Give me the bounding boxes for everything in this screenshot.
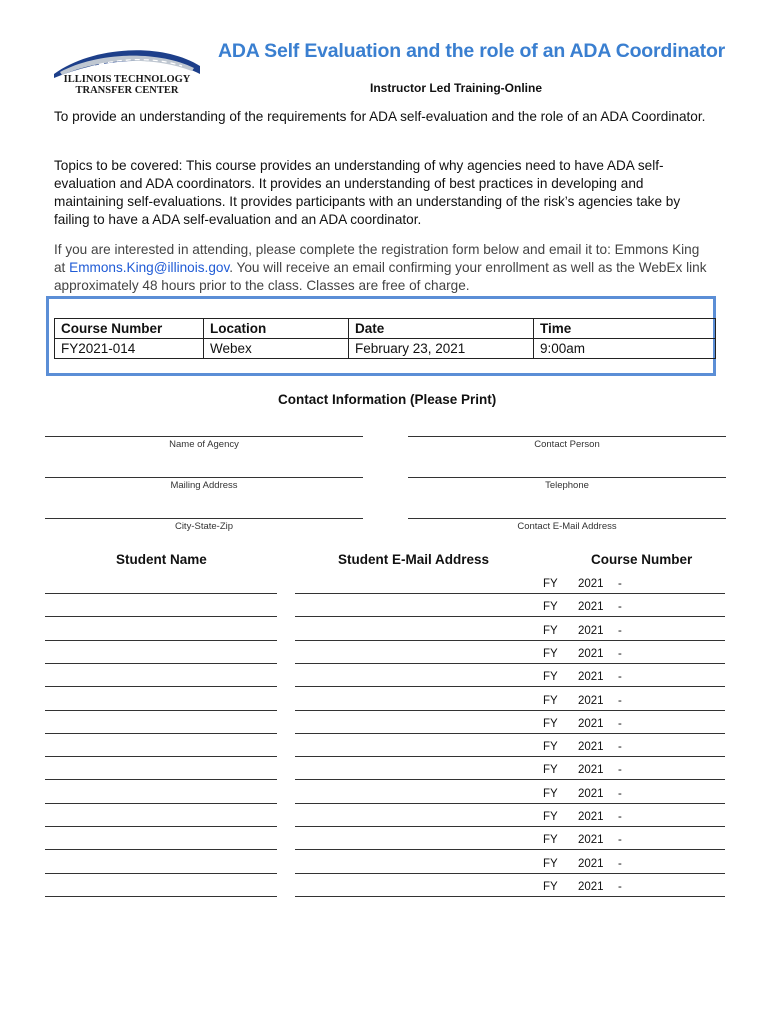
agency-name-line[interactable] <box>45 436 363 437</box>
header-date: Date <box>349 319 534 339</box>
course-number-line[interactable] <box>535 779 725 780</box>
student-name-line[interactable] <box>45 640 277 641</box>
header-time: Time <box>534 319 716 339</box>
course-dash: - <box>618 695 622 707</box>
year-label: 2021 <box>578 695 604 707</box>
year-label: 2021 <box>578 625 604 637</box>
year-label: 2021 <box>578 811 604 823</box>
student-email-line[interactable] <box>295 826 535 827</box>
cell-location: Webex <box>204 339 349 359</box>
student-email-line[interactable] <box>295 896 535 897</box>
course-number-line[interactable] <box>535 826 725 827</box>
student-email-line[interactable] <box>295 849 535 850</box>
student-name-line[interactable] <box>45 616 277 617</box>
header-course-number: Course Number <box>55 319 204 339</box>
registration-text-before: If you are interested in attending, please complete the registration form below and email it to: Emmons King at <box>54 242 700 275</box>
course-number-line[interactable] <box>535 873 725 874</box>
registration-text-after: . You will receive an email confirming your enrollment as well as the WebEx link approximately 48 hours prior to the class. Classes are free of charge. <box>54 260 707 293</box>
fy-label: FY <box>543 671 558 683</box>
fy-label: FY <box>543 858 558 870</box>
header-location: Location <box>204 319 349 339</box>
student-name-line[interactable] <box>45 733 277 734</box>
year-label: 2021 <box>578 578 604 590</box>
mailing-address-label: Mailing Address <box>170 480 238 491</box>
course-number-header: Course Number <box>591 552 693 567</box>
contact-info-title: Contact Information (Please Print) <box>278 392 497 407</box>
student-email-line[interactable] <box>295 640 535 641</box>
fy-label: FY <box>543 695 558 707</box>
course-number-line[interactable] <box>535 803 725 804</box>
contact-person-label: Contact Person <box>534 439 600 450</box>
course-number-line[interactable] <box>535 686 725 687</box>
city-state-zip-line[interactable] <box>45 518 363 519</box>
course-dash: - <box>618 718 622 730</box>
course-dash: - <box>618 788 622 800</box>
topics-paragraph: Topics to be covered: This course provides an understanding of why agencies need to have ADA self-evaluation and ADA coordinators. It provides an understanding of best practices in developing and maintaining self-evaluations. It provides participants with an understanding of the risk’s agencies take by failing to have a ADA self-evaluation and an ADA coordinator. <box>54 158 681 227</box>
year-label: 2021 <box>578 718 604 730</box>
contact-email-line[interactable] <box>408 518 726 519</box>
cell-time: 9:00am <box>534 339 716 359</box>
student-email-line[interactable] <box>295 593 535 594</box>
year-label: 2021 <box>578 601 604 613</box>
student-email-line[interactable] <box>295 686 535 687</box>
student-name-line[interactable] <box>45 873 277 874</box>
student-email-line[interactable] <box>295 710 535 711</box>
course-dash: - <box>618 834 622 846</box>
course-dash: - <box>618 764 622 776</box>
fy-label: FY <box>543 741 558 753</box>
course-dash: - <box>618 881 622 893</box>
agency-name-label: Name of Agency <box>169 439 239 450</box>
fy-label: FY <box>543 625 558 637</box>
mailing-address-line[interactable] <box>45 477 363 478</box>
student-email-line[interactable] <box>295 756 535 757</box>
logo-line1: ILLINOIS TECHNOLOGY <box>63 74 191 85</box>
student-email-line[interactable] <box>295 663 535 664</box>
course-number-line[interactable] <box>535 733 725 734</box>
page-title: ADA Self Evaluation and the role of an ADA Coordinator <box>218 40 726 62</box>
student-email-line[interactable] <box>295 733 535 734</box>
course-dash: - <box>618 648 622 660</box>
logo-wordmark <box>52 74 202 96</box>
course-dash: - <box>618 741 622 753</box>
student-name-line[interactable] <box>45 710 277 711</box>
student-name-line[interactable] <box>45 896 277 897</box>
student-name-line[interactable] <box>45 779 277 780</box>
course-number-line[interactable] <box>535 616 725 617</box>
fy-label: FY <box>543 881 558 893</box>
logo-line2: TRANSFER CENTER <box>75 85 179 96</box>
contact-email-label: Contact E-Mail Address <box>517 521 617 532</box>
course-dash: - <box>618 601 622 613</box>
year-label: 2021 <box>578 834 604 846</box>
telephone-line[interactable] <box>408 477 726 478</box>
student-name-line[interactable] <box>45 826 277 827</box>
course-number-line[interactable] <box>535 849 725 850</box>
student-email-line[interactable] <box>295 873 535 874</box>
course-number-line[interactable] <box>535 756 725 757</box>
course-number-line[interactable] <box>535 710 725 711</box>
year-label: 2021 <box>578 741 604 753</box>
cell-date: February 23, 2021 <box>349 339 534 359</box>
fy-label: FY <box>543 811 558 823</box>
fy-label: FY <box>543 834 558 846</box>
city-state-zip-label: City-State-Zip <box>174 521 234 532</box>
year-label: 2021 <box>578 671 604 683</box>
course-table <box>54 318 716 359</box>
course-dash: - <box>618 858 622 870</box>
course-dash: - <box>618 578 622 590</box>
student-name-line[interactable] <box>45 849 277 850</box>
year-label: 2021 <box>578 858 604 870</box>
fy-label: FY <box>543 648 558 660</box>
course-dash: - <box>618 625 622 637</box>
year-label: 2021 <box>578 881 604 893</box>
fy-label: FY <box>543 718 558 730</box>
page-subtitle: Instructor Led Training-Online <box>370 81 543 95</box>
student-name-line[interactable] <box>45 663 277 664</box>
course-number-line[interactable] <box>535 640 725 641</box>
student-name-header: Student Name <box>116 552 207 567</box>
purpose-paragraph: To provide an understanding of the requirements for ADA self-evaluation and the role of an ADA Coordinator. <box>54 109 706 124</box>
fy-label: FY <box>543 788 558 800</box>
student-email-line[interactable] <box>295 803 535 804</box>
student-email-line[interactable] <box>295 616 535 617</box>
student-name-line[interactable] <box>45 756 277 757</box>
year-label: 2021 <box>578 764 604 776</box>
course-number-line[interactable] <box>535 896 725 897</box>
student-email-header: Student E-Mail Address <box>338 552 490 567</box>
registration-paragraph <box>54 241 714 295</box>
student-name-line[interactable] <box>45 593 277 594</box>
course-number-line[interactable] <box>535 593 725 594</box>
student-email-line[interactable] <box>295 779 535 780</box>
contact-person-line[interactable] <box>408 436 726 437</box>
year-label: 2021 <box>578 648 604 660</box>
year-label: 2021 <box>578 788 604 800</box>
telephone-label: Telephone <box>545 480 589 491</box>
email-link[interactable]: Emmons.King@illinois.gov <box>69 260 230 275</box>
fy-label: FY <box>543 764 558 776</box>
course-dash: - <box>618 671 622 683</box>
student-name-line[interactable] <box>45 686 277 687</box>
course-number-line[interactable] <box>535 663 725 664</box>
student-name-line[interactable] <box>45 803 277 804</box>
fy-label: FY <box>543 578 558 590</box>
cell-course-number: FY2021-014 <box>55 339 204 359</box>
fy-label: FY <box>543 601 558 613</box>
course-dash: - <box>618 811 622 823</box>
